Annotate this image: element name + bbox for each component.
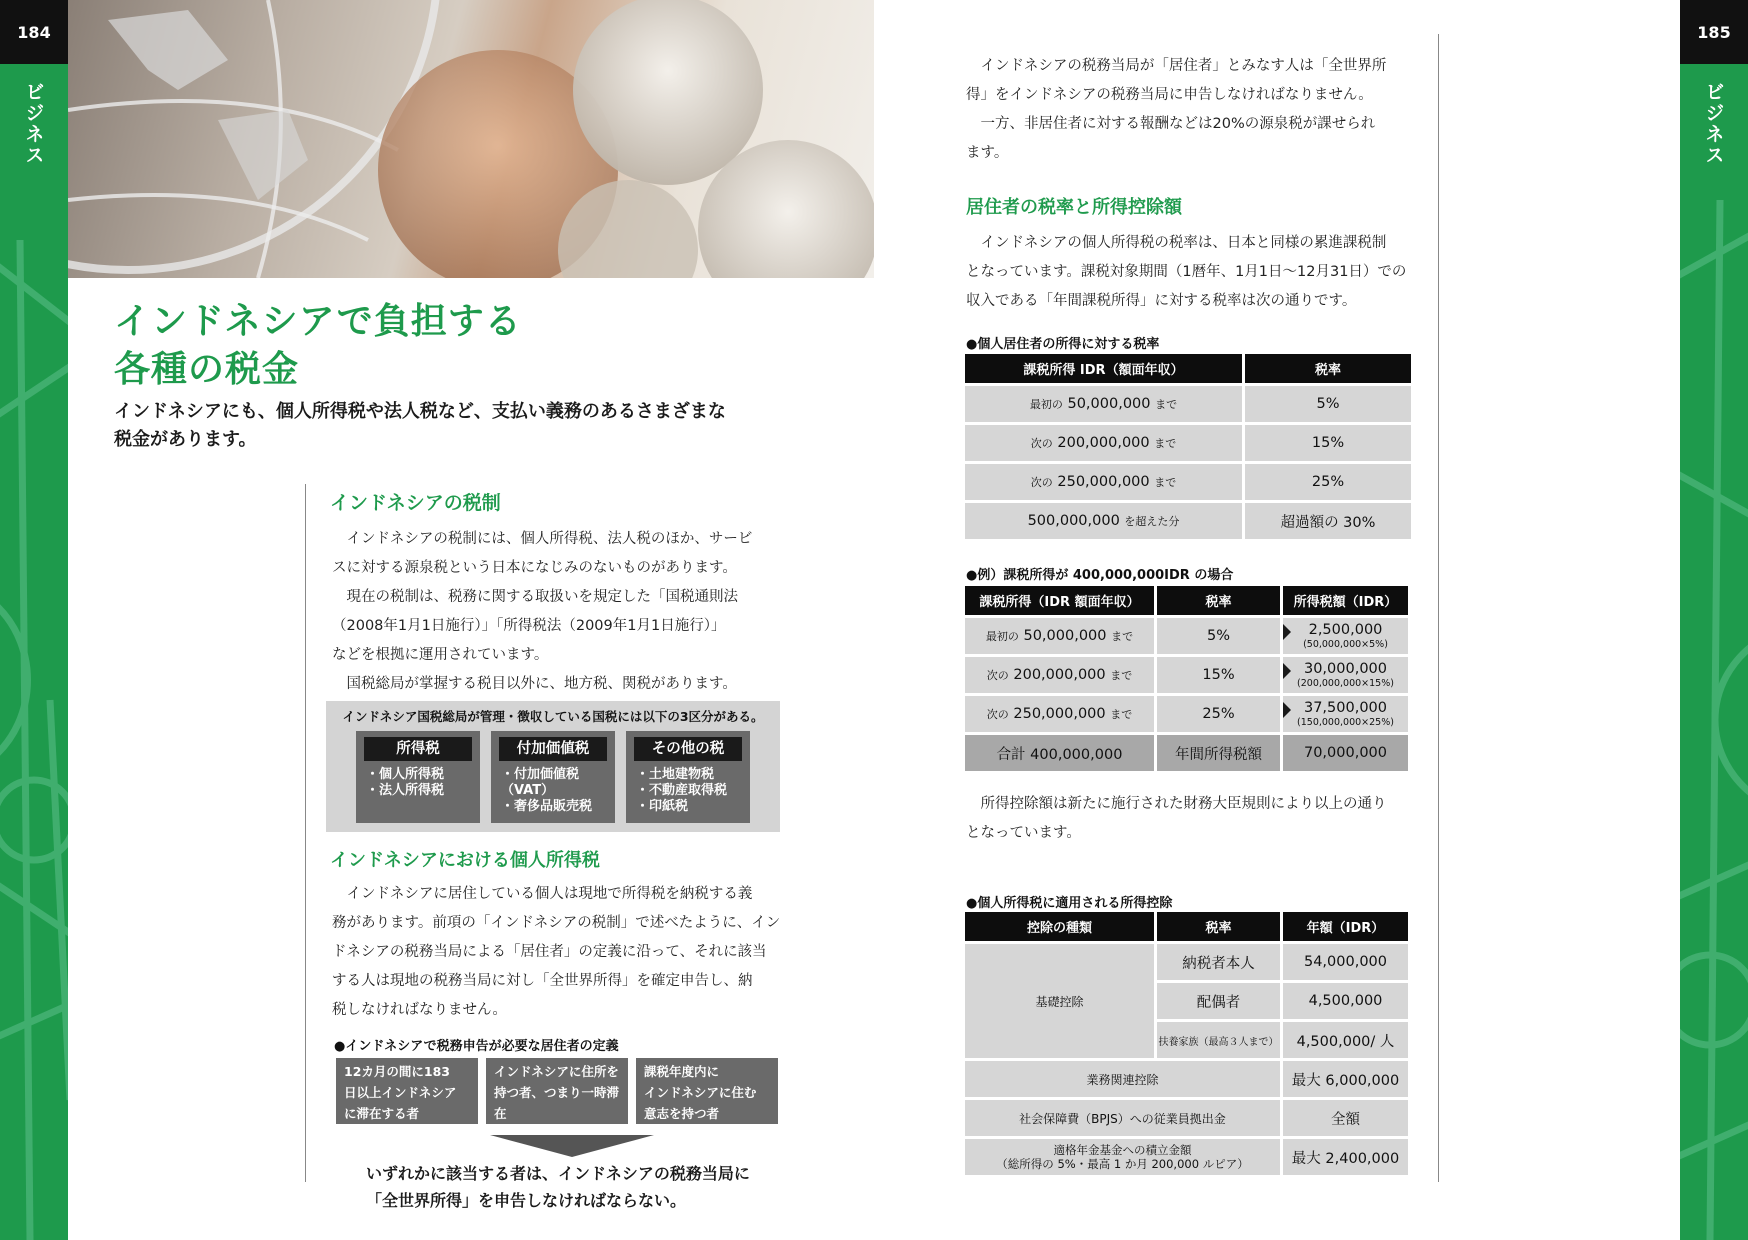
- definition-box-intent: [636, 1058, 778, 1124]
- bracket-amount: 250,000,000: [1057, 474, 1150, 490]
- deduction-amount-cell: 最大 2,400,000: [1283, 1139, 1408, 1178]
- left-side-band: [0, 0, 68, 1240]
- category-item: ・不動産取得税: [636, 783, 728, 798]
- table-row: [965, 1100, 1408, 1139]
- deduction-label-cell: 業務関連控除: [965, 1061, 1283, 1100]
- deduction-label-cell: 社会保障費（BPJS）への従業員拠出金: [965, 1100, 1283, 1139]
- article-lead: [114, 398, 774, 454]
- category-item: ・奢侈品販売税: [501, 799, 593, 814]
- bracket-amount: 250,000,000: [1013, 706, 1106, 722]
- category-item: ・個人所得税: [366, 767, 445, 782]
- example-tax-table: [965, 586, 1408, 774]
- conclusion-line1: いずれかに該当する者は、インドネシアの税務当局に: [366, 1164, 750, 1183]
- category-item: ・印紙税: [636, 799, 689, 814]
- paragraph-line: ドネシアの税務当局による「居住者」の定義に沿って、それに該当: [332, 944, 767, 960]
- paragraph-line: 収入である「年間課税所得」に対する税率は次の通りです。: [966, 293, 1357, 309]
- rate-cell: 5%: [1157, 618, 1283, 657]
- definition-line: 12カ月の間に183: [344, 1064, 450, 1079]
- table-row: [965, 696, 1408, 735]
- table-row: [965, 944, 1408, 983]
- column-header: 所得税額（IDR）: [1283, 586, 1408, 618]
- bracket-prefix: 次の: [986, 669, 1009, 682]
- resident-intro-body: [966, 52, 1426, 168]
- column-header: 税率: [1157, 912, 1283, 944]
- article-title: [114, 298, 522, 394]
- bracket-suffix: まで: [1154, 437, 1177, 450]
- income-bracket-cell: [965, 386, 1245, 425]
- resident-definition-caption: ●インドネシアで税務申告が必要な居住者の定義: [334, 1039, 619, 1054]
- category-other: [626, 731, 750, 823]
- paragraph-line: インドネシアの税務当局が「居住者」とみなす人は「全世界所: [980, 58, 1387, 74]
- deduction-label-cell: 扶養家族（最高３人まで）: [1157, 1022, 1283, 1061]
- lead-line2: 税金があります。: [114, 429, 257, 450]
- deduction-amount-cell: 54,000,000: [1283, 944, 1408, 983]
- definition-box-itas: [486, 1058, 628, 1142]
- table-row: [965, 657, 1408, 696]
- right-side-band: [1680, 0, 1748, 1240]
- bracket-suffix: まで: [1110, 669, 1133, 682]
- definition-line: 日以上インドネシア: [344, 1085, 457, 1100]
- globe-illustration: [68, 0, 874, 278]
- table-row: [965, 1139, 1408, 1178]
- table-row: [965, 464, 1411, 503]
- conclusion-line2: 「全世界所得」を申告しなければならない。: [366, 1191, 687, 1210]
- deduction-amount-cell: 4,500,000/ 人: [1283, 1022, 1408, 1061]
- deduction-table: [965, 912, 1408, 1178]
- paragraph-line: （2008年1月1日施行）」「所得税法（2009年1月1日施行）」: [332, 618, 726, 634]
- category-vat: [491, 731, 615, 823]
- rate-cell: 25%: [1245, 464, 1411, 503]
- down-arrow-icon: [490, 1135, 654, 1157]
- deduction-amount-cell: 全額: [1283, 1100, 1408, 1139]
- paragraph-line: となっています。課税対象期間（1暦年、1月1日〜12月31日）での: [966, 264, 1407, 280]
- column-header: 控除の種類: [965, 912, 1157, 944]
- bracket-amount: 500,000,000: [1027, 513, 1120, 529]
- paragraph-line: 国税総局が掌握する税目以外に、地方税、関税があります。: [346, 676, 737, 692]
- table-header-row: [965, 586, 1408, 618]
- category-item: ・法人所得税: [366, 783, 445, 798]
- paragraph-line: などを根拠に運用されています。: [332, 647, 549, 663]
- rate-cell: 15%: [1157, 657, 1283, 696]
- paragraph-line: インドネシアの個人所得税の税率は、日本と同様の累進課税制: [980, 235, 1387, 251]
- rate-cell: 15%: [1245, 425, 1411, 464]
- tax-amount-cell: [1283, 657, 1408, 696]
- definition-line: 意志を持つ者: [644, 1106, 720, 1121]
- bracket-suffix: まで: [1154, 476, 1177, 489]
- table-header-row: [965, 912, 1408, 944]
- column-rule-left: [305, 484, 306, 1182]
- deduction-label: 適格年金基金への積立金額: [1053, 1143, 1192, 1157]
- article-title-line1: インドネシアで負担する: [114, 301, 522, 342]
- table-row: [965, 1061, 1408, 1100]
- paragraph-line: する人は現地の税務当局に対し「全世界所得」を確定申告し、納: [332, 973, 753, 989]
- street-map-pattern: [1680, 0, 1748, 1240]
- deduction-intro-body: [966, 790, 1426, 848]
- example-table-caption: ●例）課税所得が 400,000,000IDR の場合: [966, 568, 1234, 583]
- definition-line: インドネシアに住む: [644, 1085, 757, 1100]
- category-title: 付加価値税: [499, 737, 607, 761]
- paragraph-line: 所得控除額は新たに施行された財務大臣規則により以上の通り: [980, 796, 1387, 812]
- definition-line: に滞在する者: [344, 1106, 420, 1121]
- definition-line: 課税年度内に: [644, 1064, 720, 1079]
- category-item: ・付加価値税: [501, 767, 580, 782]
- street-map-pattern: [0, 0, 68, 1240]
- column-rule-right: [1438, 34, 1439, 1182]
- tax-category-box: [326, 701, 780, 832]
- page-number-right: 185: [1680, 0, 1748, 64]
- tax-amount-cell: [1283, 696, 1408, 735]
- paragraph-line: 務があります。前項の「インドネシアの税制」で述べたように、イン: [332, 915, 781, 931]
- bracket-amount: 200,000,000: [1013, 667, 1106, 683]
- table-header-row: [965, 354, 1411, 386]
- paragraph-line: 現在の税制は、税務に関する取扱いを規定した「国税通則法: [346, 589, 738, 605]
- column-header: 税率: [1157, 586, 1283, 618]
- tax-amount: 2,500,000: [1308, 622, 1383, 638]
- income-bracket-cell: [965, 696, 1157, 735]
- bracket-suffix: まで: [1110, 708, 1133, 721]
- table-row: [965, 386, 1411, 425]
- deduction-note: （総所得の 5%・最高 1 か月 200,000 ルピア）: [996, 1157, 1249, 1171]
- bracket-prefix: 最初の: [1029, 398, 1063, 411]
- tax-amount-cell: [1283, 618, 1408, 657]
- rate-table-caption: ●個人居住者の所得に対する税率: [966, 337, 1160, 352]
- column-header: 年額（IDR）: [1283, 912, 1408, 944]
- heading-tax-system: インドネシアの税制: [330, 492, 501, 514]
- bracket-amount: 50,000,000: [1023, 628, 1107, 644]
- definition-line: 許可(ITAS)保持者: [494, 1127, 599, 1142]
- income-bracket-cell: [965, 503, 1245, 542]
- category-item: （VAT）: [501, 783, 555, 798]
- column-header: 課税所得（IDR 額面年収）: [965, 586, 1157, 618]
- total-income-cell: 合計 400,000,000: [965, 735, 1157, 774]
- rate-cell: 超過額の 30%: [1245, 503, 1411, 542]
- paragraph-line: 得」をインドネシアの税務当局に申告しなければなりません。: [966, 87, 1373, 103]
- paragraph-line: ます。: [966, 145, 1009, 161]
- definition-box-183-days: [336, 1058, 478, 1124]
- category-income-tax: [356, 731, 480, 823]
- income-bracket-cell: [965, 657, 1157, 696]
- table-row: [965, 425, 1411, 464]
- tax-amount: 30,000,000: [1303, 661, 1388, 677]
- paragraph-line: スに対する源泉税という日本になじみのないものがあります。: [332, 560, 737, 576]
- bracket-prefix: 最初の: [985, 630, 1019, 643]
- bracket-prefix: 次の: [986, 708, 1009, 721]
- personal-income-tax-body: [332, 880, 792, 1025]
- paragraph-line: となっています。: [966, 825, 1081, 841]
- article-title-line2: 各種の税金: [114, 349, 300, 390]
- category-title: その他の税: [634, 737, 742, 761]
- bracket-amount: 200,000,000: [1057, 435, 1150, 451]
- tax-rate-table: [965, 354, 1411, 542]
- page-number-left: 184: [0, 0, 68, 64]
- paragraph-line: 税しなければなりません。: [332, 1002, 507, 1018]
- table-row: [965, 618, 1408, 657]
- paragraph-line: インドネシアに居住している個人は現地で所得税を納税する義: [346, 886, 753, 902]
- total-label-cell: 年間所得税額: [1157, 735, 1283, 774]
- basic-deduction-cell: 基礎控除: [965, 944, 1157, 1061]
- bracket-prefix: 次の: [1030, 437, 1053, 450]
- conclusion-text: [366, 1160, 750, 1214]
- definition-line: インドネシアに住所を: [494, 1064, 619, 1079]
- heading-personal-income-tax: インドネシアにおける個人所得税: [330, 850, 600, 871]
- section-tab-right: ビジネス: [1702, 82, 1725, 166]
- paragraph-line: 一方、非居住者に対する報酬などは20%の源泉税が課せられ: [980, 116, 1376, 132]
- column-header: 課税所得 IDR（額面年収）: [965, 354, 1245, 386]
- section-tab-left: ビジネス: [22, 82, 45, 166]
- category-item: ・土地建物税: [636, 767, 715, 782]
- deduction-label-cell: 配偶者: [1157, 983, 1283, 1022]
- deduction-label-cell: 納税者本人: [1157, 944, 1283, 983]
- paragraph-line: インドネシアの税制には、個人所得税、法人税のほか、サービ: [346, 531, 753, 547]
- table-row: [965, 503, 1411, 542]
- tax-calculation: (200,000,000×15%): [1297, 678, 1394, 689]
- rate-cell: 5%: [1245, 386, 1411, 425]
- deduction-amount-cell: 4,500,000: [1283, 983, 1408, 1022]
- heading-rates-deductions: 居住者の税率と所得控除額: [966, 197, 1182, 218]
- tax-system-body: [332, 525, 792, 699]
- category-title: 所得税: [364, 737, 472, 761]
- deduction-amount-cell: 最大 6,000,000: [1283, 1061, 1408, 1100]
- deduction-table-caption: ●個人所得税に適用される所得控除: [966, 896, 1173, 911]
- income-bracket-cell: [965, 425, 1245, 464]
- column-header: 税率: [1245, 354, 1411, 386]
- globe-coins-photo: [68, 0, 874, 278]
- bracket-suffix: まで: [1155, 398, 1178, 411]
- bracket-suffix: まで: [1111, 630, 1134, 643]
- deduction-label-cell: [965, 1139, 1283, 1178]
- bracket-amount: 50,000,000: [1067, 396, 1151, 412]
- table-total-row: [965, 735, 1408, 774]
- bracket-prefix: 次の: [1030, 476, 1053, 489]
- tax-calculation: (150,000,000×25%): [1297, 717, 1394, 728]
- total-tax-cell: 70,000,000: [1283, 735, 1408, 774]
- tax-amount: 37,500,000: [1303, 700, 1388, 716]
- definition-line: 持つ者、つまり一時滞在: [494, 1085, 620, 1121]
- income-bracket-cell: [965, 618, 1157, 657]
- tax-category-heading: インドネシア国税総局が管理・徴収している国税には以下の3区分がある。: [342, 709, 764, 724]
- rate-cell: 25%: [1157, 696, 1283, 735]
- tax-calculation: (50,000,000×5%): [1303, 639, 1388, 650]
- bracket-suffix: を超えた分: [1124, 515, 1180, 528]
- income-bracket-cell: [965, 464, 1245, 503]
- lead-line1: インドネシアにも、個人所得税や法人税など、支払い義務のあるさまざまな: [114, 401, 726, 422]
- rates-intro-body: [966, 229, 1426, 316]
